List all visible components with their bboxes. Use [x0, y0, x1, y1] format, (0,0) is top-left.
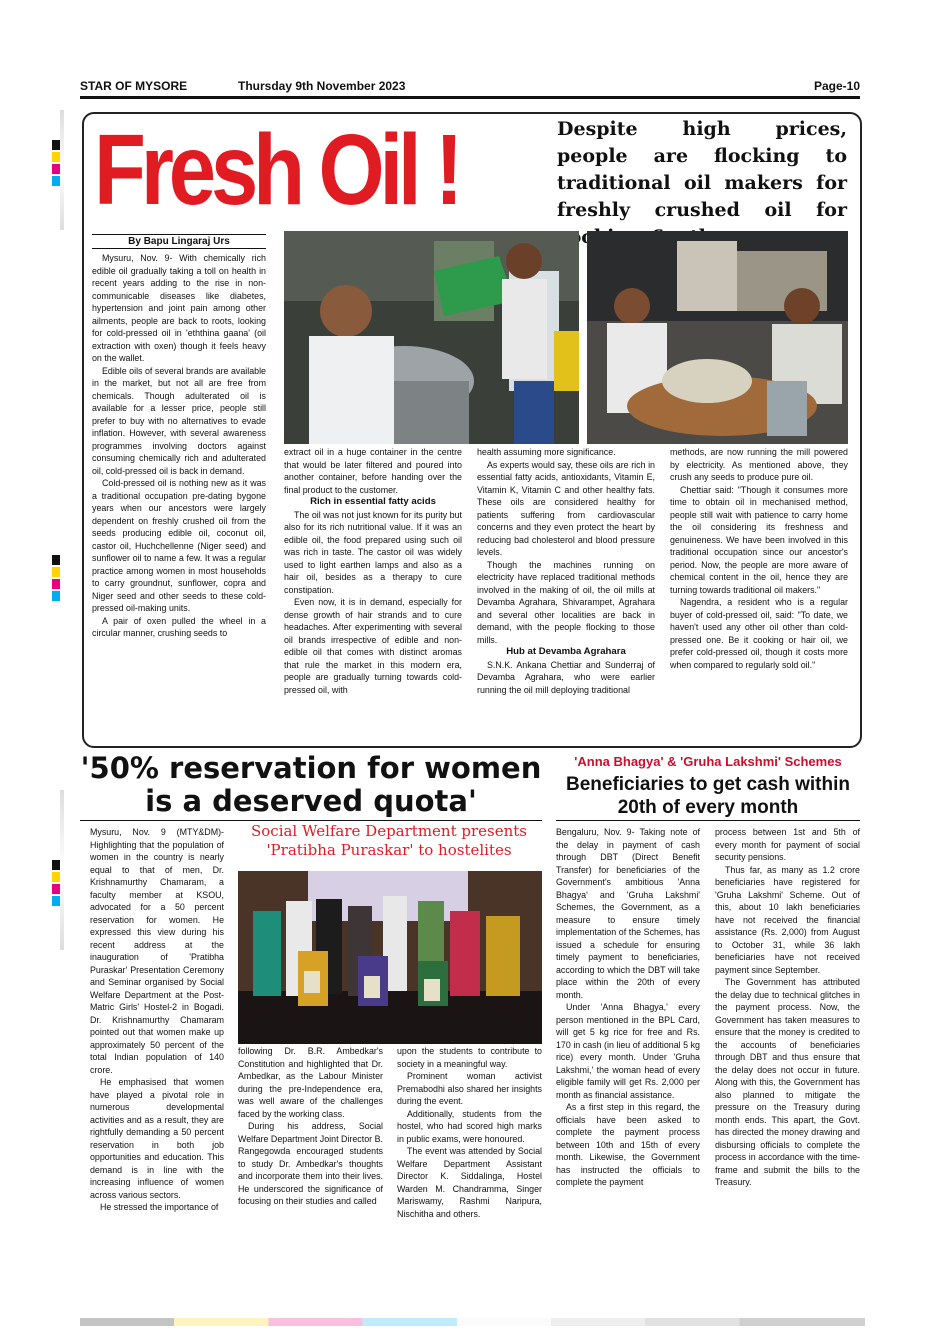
- paragraph: He emphasised that women have played a pivotal role in numerous developmental activities and as a result, they are rightfully demanding a 50 percent reservation in both job opportunities and education. This demand is in line with the increasing influence of women across various sectors.: [90, 1077, 224, 1200]
- story3-column-1: [556, 826, 700, 1189]
- paragraph: methods, are now running the mill powered by electricity. As mentioned above, they crush any seeds to produce pure oil.: [670, 447, 848, 482]
- lead-column-3: [477, 446, 655, 696]
- page-masthead: [80, 78, 860, 99]
- paragraph: During his address, Social Welfare Department Joint Director B. Rangegowda encouraged students to study Dr. Ambedkar's thoughts and incorporate them into their lives. He underscored the significance of focusing on their studies and called: [238, 1121, 383, 1206]
- paragraph: The Government has attributed the delay due to technical glitches in the payment process. Now, the Government has taken measures to ensure that the money is credited to the accounts of beneficiaries through DBT and thus ensure that the delay does not occur in future. Along with this, the Government has also planned to mitigate the pressure on the Treasury during month ends. This apart, the Govt. has directed the money drawing and disbursing officials to complete the process in accordance with the time-frame and submit the bills to the Treasury.: [715, 977, 860, 1187]
- paragraph: extract oil in a huge container in the centre that would be later filtered and poured into another container, before handing over the final product to the customer.: [284, 447, 462, 495]
- gray-scale-bar: [60, 790, 64, 950]
- lead-deck: Despite high prices, people are flocking to traditional oil makers for freshly crushed oil for: [557, 118, 847, 221]
- paragraph: Though the machines running on electricity have replaced traditional methods involved in the making of oil, the oil mills at Devamba Agrahara, Shivarampet, Agrahara and several other localities are back in demand, with the people flocking to those mills.: [477, 559, 655, 645]
- oil-mill-photo: [284, 231, 579, 444]
- print-color-bar: [80, 1318, 865, 1326]
- lead-column-4: [670, 446, 848, 671]
- paragraph: S.N.K. Ankana Chettiar and Sunderraj of Devamba Agrahara, who were earlier running the oil mill deploying traditional: [477, 659, 655, 695]
- paragraph: upon the students to contribute to society in a meaningful way.: [397, 1046, 542, 1069]
- paragraph: Bengaluru, Nov. 9- Taking note of the delay in payment of cash through DBT (Direct Benefit Transfer) for beneficiaries of the Government's ambitious 'Anna Bhagya' and 'Gruha Lakshmi' Schemes, the Government, as a measure to ensure timely implementation of the Schemes, has issued a schedule for ensuring timely payment to beneficiaries, according to which the DBT will take place within the 20th of every month.: [556, 827, 700, 1000]
- paragraph: As a first step in this regard, the officials have been asked to complete the payment process between 10th and 15th of every month. Likewise, the Government has instructed the officials to complete the payment: [556, 1102, 700, 1187]
- gray-scale-bar: [60, 110, 64, 230]
- caption-line: Social Welfare Department presents: [250, 822, 527, 840]
- paragraph: The oil was not just known for its purity but also for its rich nutritional value. If it was an edible oil, the food prepared using such oil was rich in taste. The castor oil was widely used to light earthen lamps and also as a hair oil, besides as a therapy to cure constipation.: [284, 509, 462, 595]
- paragraph: A pair of oxen pulled the wheel in a circular manner, crushing seeds to: [92, 615, 266, 638]
- print-registration-marks: [52, 555, 60, 603]
- issue-date: Thursday 9th November 2023: [238, 79, 406, 93]
- paragraph: following Dr. B.R. Ambedkar's Constitution and highlighted that Dr. Ambedkar, as the Labour Minister during the pre-Independence era, was well aware of the challenges faced by the working class.: [238, 1046, 383, 1119]
- lead-column-1: [92, 252, 266, 640]
- paragraph: Additionally, students from the hostel, who had scored high marks in public exams, were honoured.: [397, 1108, 542, 1144]
- headline-line: Beneficiaries to get cash within: [565, 774, 851, 795]
- paragraph: Cold-pressed oil is nothing new as it was a traditional occupation pre-dating bygone years when our ancestors were largely dependent on freshly crushed oil from the seeds producing edible oil, coconut oil, castor oil, Huchchellenne (Niger seed) and sunflower oil to name a few. It was a regular practice among women in most households to carry groundnut, sunflower, copra and Niger seed and other seeds to these cold-pressed oil-making units.: [92, 478, 266, 613]
- paragraph: He stressed the importance of: [100, 1202, 219, 1212]
- story2-column-1: [90, 826, 224, 1214]
- paragraph: Prominent woman activist Premabodhi also shared her insights during the event.: [397, 1071, 542, 1106]
- byline: By Bapu Lingaraj Urs: [92, 234, 266, 249]
- subheading: Hub at Devamba Agrahara: [506, 646, 626, 657]
- divider: [556, 820, 860, 821]
- paper-name: STAR OF MYSORE: [80, 79, 188, 93]
- workers-photo: [587, 231, 848, 444]
- paragraph: health assuming more significance.: [477, 447, 616, 457]
- paragraph: The event was attended by Social Welfare Department Assistant Director K. Siddalinga, Hostel Warden M. Chandramma, Singer Mariswamy, Rashmi Naripura, Nischitha and others.: [397, 1146, 542, 1219]
- paragraph: Edible oils of several brands are available in the market, but not all are free from chemicals. Though adulterated oil is available for a lesser price, people still prefer to buy with no alternatives to evade inflation. However, with several awareness programmes involving doctors against consuming chemically rich and adulterated oil, cold-pressed oil is back in demand.: [92, 365, 266, 476]
- headline-line: is a deserved quota': [145, 784, 477, 818]
- award-ceremony-photo: [238, 871, 542, 1044]
- lead-column-2: [284, 446, 462, 696]
- paragraph: Thus far, as many as 1.2 crore beneficiaries have registered for 'Gruha Lakshmi' Scheme. Out of this, about 10 lakh beneficiaries have not received the financial assistance (Rs. 2,000) from August to October 31, while 36 lakh beneficiaries have not received payment since September.: [715, 864, 860, 975]
- headline-line: '50% reservation for women: [80, 751, 542, 785]
- print-registration-marks: [52, 860, 60, 908]
- paragraph: Even now, it is in demand, especially for dense growth of hair strands and to cure headaches. After experimenting with several oil brands irrespective of edible and non-edible oil that comes with distinct aromas that rule the market in this modern era, people are gradually turning towards cold-pressed oil, with: [284, 597, 462, 695]
- story3-column-2: [715, 826, 860, 1189]
- print-registration-marks: [52, 140, 60, 188]
- story3-kicker: 'Anna Bhagya' & 'Gruha Lakshmi' Schemes: [574, 754, 842, 769]
- story2-column-2: [238, 1045, 383, 1208]
- paragraph: Nagendra, a resident who is a regular buyer of cold-pressed oil, said: "To date, we haven't used any other oil other than cold-pressed one. Be it cooking or hair oil, we prefer cold-pressed oil, though it costs more when compared to regularly sold oil.": [670, 597, 848, 670]
- divider: [80, 820, 542, 821]
- photo-caption: [236, 822, 542, 860]
- paragraph: Chettiar said: "Though it consumes more time to obtain oil in mechanised method, people still wait with patience to carry home the oil considering its freshness and genuineness. We have been involved in this traditional occupation since our ancestor's period. Now, the people are more aware of chemical content in the oil, hence they are turning towards traditional oil makers.": [670, 484, 848, 595]
- story2-headline: [80, 752, 542, 818]
- paragraph: As experts would say, these oils are rich in essential fatty acids, antioxidants, Vitamin E, Vitamin K, Vitamin C and other healthy fats. These oils are considered healthy for patients suffering from cardiovascular concerns and they even protect the heart by reducing bad cholesterol and blood pressure levels.: [477, 459, 655, 557]
- subheading: Rich in essential fatty acids: [310, 496, 436, 507]
- lead-headline: Fresh Oil !: [94, 114, 459, 226]
- paragraph: Under 'Anna Bhagya,' every person mentioned in the BPL Card, will get 5 kg rice for free and Rs. 170 in cash (in lieu of additional 5 kg rice) every month. Under 'Gruha Lakshmi,' the woman head of every eligible family will get Rs. 2,000 per month as financial assistance.: [556, 1002, 700, 1100]
- story2-column-3: [397, 1045, 542, 1220]
- caption-line: 'Pratibha Puraskar' to hostelites: [266, 841, 512, 859]
- paragraph: process between 1st and 5th of every month for payment of social security pensions.: [715, 827, 860, 862]
- paragraph: Mysuru, Nov. 9 (MTY&DM)- Highlighting that the population of women in the country is nearly equal to that of men, Dr. Krishnamurthy Chamaram, a faculty member at KSOU, advocated for a 50 percent reservation for women. He expressed this view during his recent address at the inauguration of 'Pratibha Puraskar' Presentation Ceremony and Seminar organised by Social Welfare Department at the Post-Matric Girls' Hostel-2 in Bogadi. Dr. Krishnamurthy Chamaram pointed out that women make up approximately 50 percent of the total Indian population of 140 crore.: [90, 827, 224, 1075]
- paragraph: Mysuru, Nov. 9- With chemically rich edible oil gradually taking a toll on health in recent years adding to the rise in non-communicable diseases like diabetes, hypertension and joint pain among other ailments, people are back to roots, looking for cold-pressed oil in 'eththina gaana' (oil extraction with oxen) though it feels heavy on the wallet.: [92, 253, 266, 363]
- story3-headline: [556, 773, 860, 819]
- headline-line: 20th of every month: [617, 797, 799, 818]
- page-number: Page-10: [813, 79, 860, 93]
